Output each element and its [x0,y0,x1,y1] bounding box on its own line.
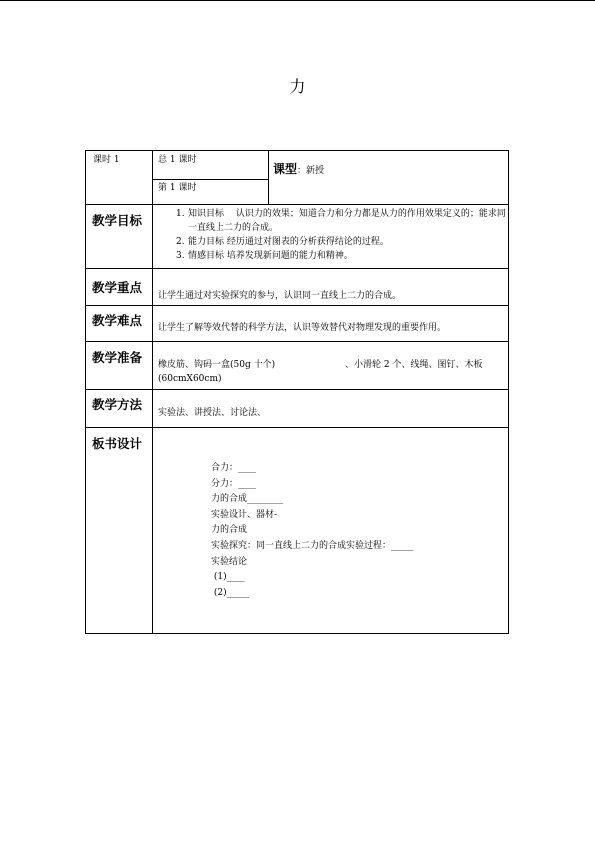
row-divider-difficulty [86,341,508,342]
lesson-number: 课时 1 [93,155,120,165]
focus-text: 让学生通过对实验探究的参与，认识同一直线上二力的合成。 [158,291,402,301]
current-lesson: 第 1 课时 [158,183,197,193]
board-line: (2)_____ [211,587,250,598]
goal-item: 2. 能力目标 经历通过对图表的分析获得结论的过程。 [176,237,389,247]
label-column-divider [152,151,153,634]
lesson-plan-table [85,150,509,634]
board-line: 实验设计、器材- [211,509,278,520]
lesson-type [273,158,324,177]
focus-label: 教学重点 [92,280,143,295]
prep-text-b: 、小滑轮 2 个、线绳、图钉、木板 [345,360,483,370]
board-label: 板书设计 [92,436,143,451]
page-top-rule [0,0,595,1]
row-divider-goals [86,268,508,269]
board-design-content [211,461,414,601]
board-line: 分力：____ [211,478,257,489]
board-line: (1)____ [211,572,245,583]
lesson-type-value: ：新授 [297,166,325,176]
goal-item: 1. 知识目标 认识力的效果；知道合力和分力都是从力的作用效果定义的；能求同一直线上二力的合成。 [176,209,506,233]
method-text: 实验法、讲授法、讨论法、 [158,408,267,418]
goals-list [160,207,506,263]
lesson-type-label: 课型 [273,162,298,176]
prep-text-c: (60cmX60cm) [158,374,222,384]
board-line: 力的合成 [211,525,248,536]
difficulty-text: 让学生了解等效代替的科学方法，认识等效替代对物理发现的重要作用。 [158,323,447,333]
row-divider-prep [86,389,508,390]
header-inner-divider [152,179,268,180]
goal-item: 3. 情感目标 培养发现新问题的能力和精神。 [176,251,353,261]
method-label: 教学方法 [92,397,143,412]
prep-text-a: 橡皮筋、钩码一盒(50g 十个) [158,360,276,370]
row-divider-method [86,427,508,428]
row-divider-focus [86,305,508,306]
difficulty-label: 教学难点 [92,313,143,328]
goals-label: 教学目标 [92,213,143,228]
row-divider-header [86,204,508,205]
goals-content [160,207,506,263]
page-title: 力 [289,77,306,96]
board-line: 合力：____ [211,463,257,473]
board-line: 力的合成________ [211,494,284,505]
prep-label: 教学准备 [92,350,143,365]
board-line: 实验结论 [211,556,248,567]
total-lessons: 总 1 课时 [158,155,197,165]
header-type-divider [268,151,269,204]
board-line: 实验探究：同一直线上二力的合成实验过程：_____ [211,540,414,551]
